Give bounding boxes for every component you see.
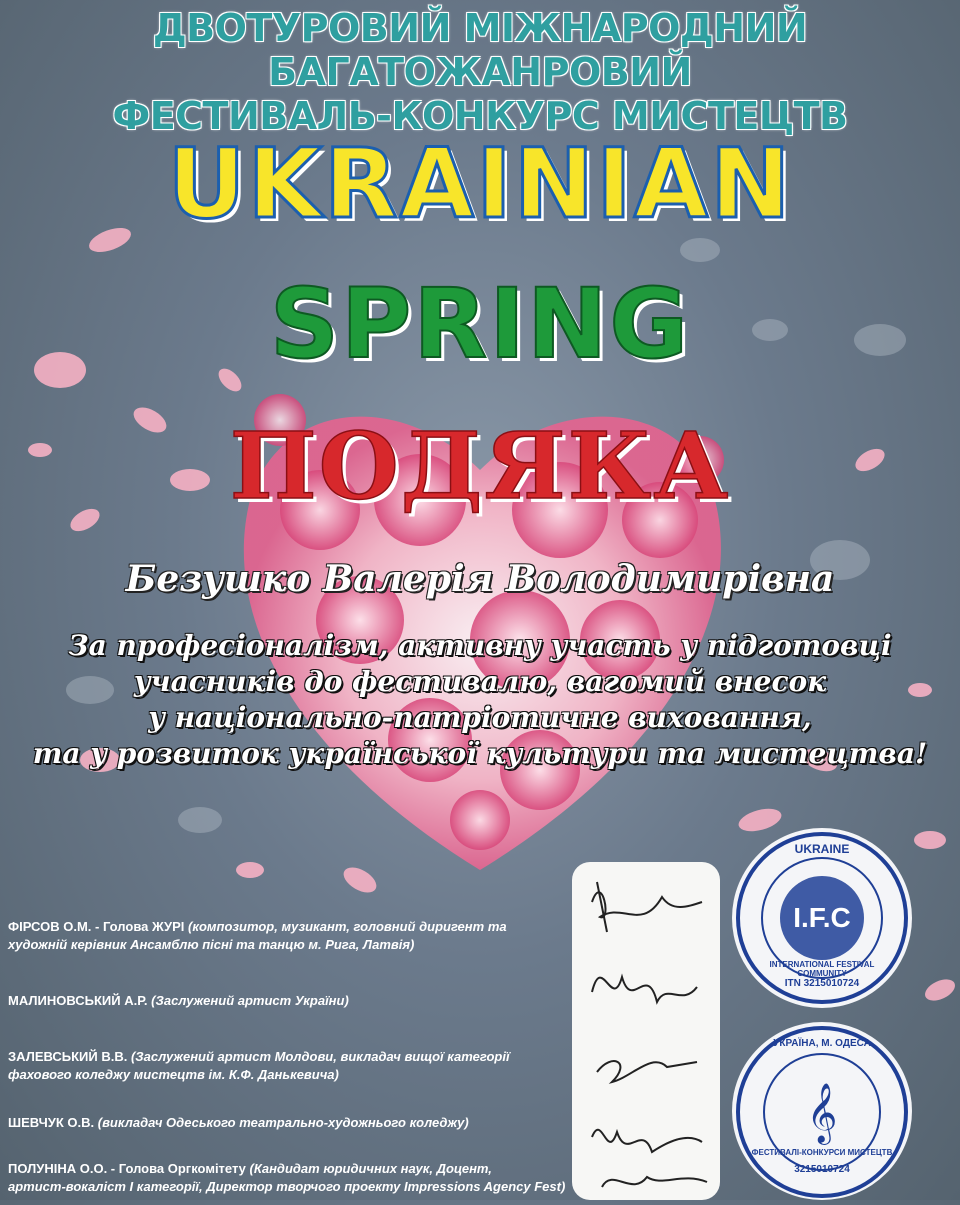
jury-name: ШЕВЧУК О.В. <box>8 1115 95 1130</box>
jury-name: МАЛИНОВСЬКИЙ А.Р. <box>8 993 148 1008</box>
svg-text:𝄞: 𝄞 <box>806 1083 838 1143</box>
title-podyaka: ПОДЯКА <box>229 412 731 520</box>
festival-stamp-top: УКРАЇНА, М. ОДЕСА <box>773 1038 871 1049</box>
jury-name: ПОЛУНІНА О.О. - Голова Оргкомітету <box>8 1161 246 1176</box>
reason-line: За професіоналізм, активну участь у підготовці <box>68 629 892 662</box>
jury-desc-2: фахового коледжу мистецтв ім. К.Ф. Данькевича) <box>8 1067 339 1082</box>
jury-desc: (Заслужений артист Молдови, викладач вищої категорії <box>127 1049 510 1064</box>
reason-line: та у розвиток української культури та мистецтва! <box>32 737 928 770</box>
jury-member <box>8 1048 568 1084</box>
jury-name: ФІРСОВ О.М. - Голова ЖУРІ <box>8 919 185 934</box>
jury-name: ЗАЛЕВСЬКИЙ В.В. <box>8 1049 128 1064</box>
jury-desc: (Кандидат юридичних наук, Доцент, <box>245 1161 492 1176</box>
signatures-image <box>572 862 720 1200</box>
festival-header <box>0 6 960 138</box>
recipient-name: Безушко Валерія Володимирівна <box>125 558 835 600</box>
reason-line: у національно-патріотичне виховання, <box>148 701 812 734</box>
jury-desc-2: художній керівник Ансамблю пісні та танцю м. Рига, Латвія) <box>8 937 415 952</box>
ifc-stamp-ring: INTERNATIONAL FESTIVAL COMMUNITY <box>769 960 875 978</box>
festival-stamp-ring: ФЕСТИВАЛІ-КОНКУРСИ МИСТЕЦТВ <box>751 1148 893 1157</box>
festival-stamp <box>732 1022 912 1200</box>
signature-card <box>572 862 720 1200</box>
ifc-stamp-top: UKRAINE <box>794 842 850 856</box>
jury-member <box>8 992 568 1010</box>
jury-member <box>8 1160 568 1196</box>
title-spring: SPRING <box>269 268 691 380</box>
title-ukrainian: UKRAINIAN <box>167 128 793 240</box>
reason-line: учасників до фестивалю, вагомий внесок <box>133 665 827 698</box>
header-line-2: ФЕСТИВАЛЬ-КОНКУРС МИСТЕЦТВ <box>112 94 848 138</box>
jury-desc: (композитор, музикант, головний диригент та <box>184 919 507 934</box>
jury-member <box>8 1114 568 1132</box>
reason-text <box>0 628 960 772</box>
jury-desc-2: артист-вокаліст І категорії, Директор творчого проекту Impressions Agency Fest) <box>8 1179 566 1194</box>
jury-desc: (викладач Одеського театрально-художнього коледжу) <box>94 1115 469 1130</box>
ifc-stamp <box>732 828 912 1008</box>
ifc-stamp-center: I.F.C <box>793 902 851 933</box>
jury-desc: (Заслужений артист України) <box>147 993 349 1008</box>
jury-member <box>8 918 568 954</box>
header-line-1: ДВОТУРОВИЙ МІЖНАРОДНИЙ БАГАТОЖАНРОВИЙ <box>152 6 808 94</box>
festival-stamp-code: 3215010724 <box>794 1164 850 1175</box>
ifc-stamp-code: ITN 3215010724 <box>784 978 860 989</box>
